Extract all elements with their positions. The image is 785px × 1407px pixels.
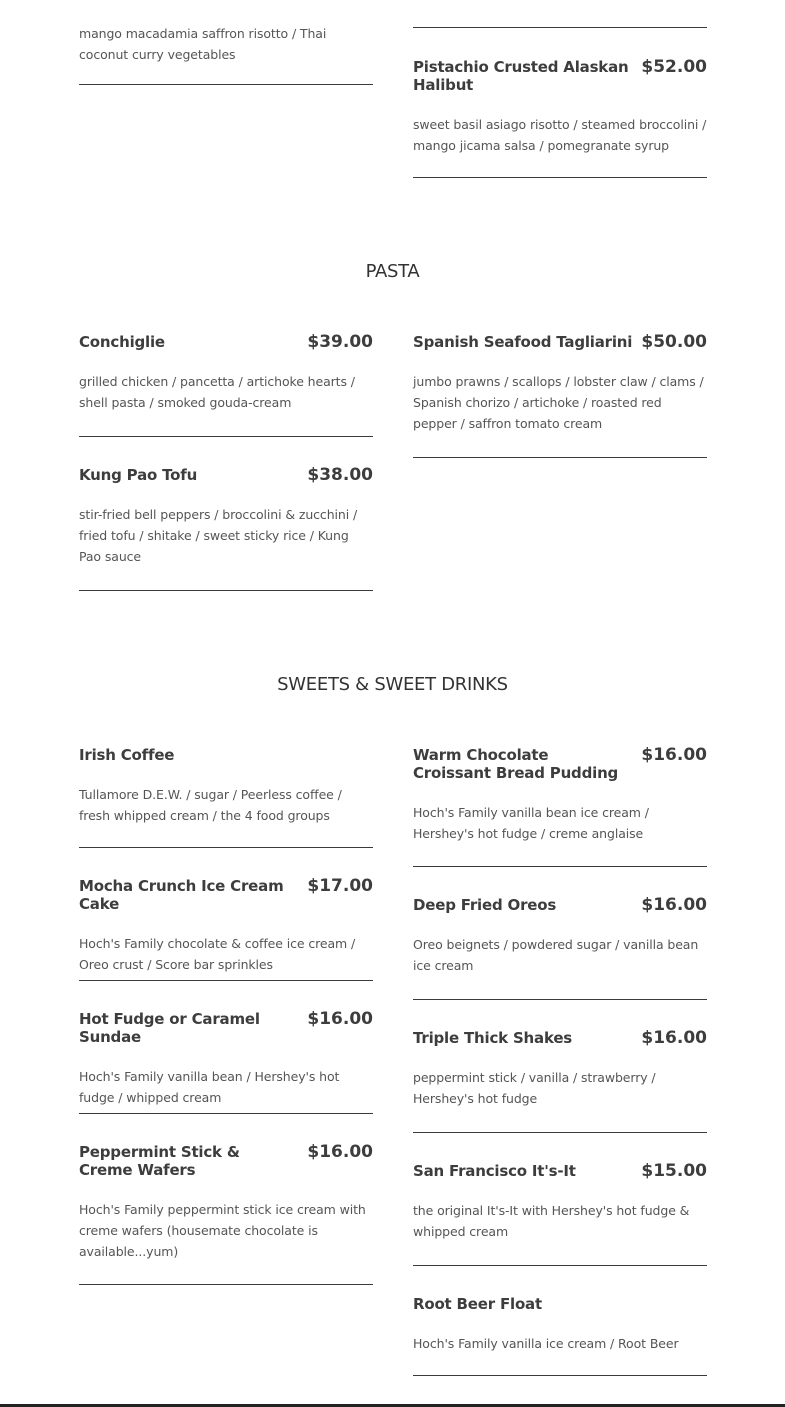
item-price: $16.00 xyxy=(641,1028,707,1048)
menu-item xyxy=(79,877,373,975)
divider xyxy=(79,1113,373,1114)
menu-item xyxy=(413,333,707,434)
divider xyxy=(413,27,707,28)
divider xyxy=(413,1375,707,1376)
item-description: peppermint stick / vanilla / strawberry / Hershey's hot fudge xyxy=(413,1070,656,1106)
item-description: Oreo beignets / powdered sugar / vanilla bean ice cream xyxy=(413,937,699,973)
menu-item xyxy=(413,896,707,976)
divider xyxy=(413,457,707,458)
item-price: $16.00 xyxy=(307,1009,373,1029)
item-name: Root Beer Float xyxy=(413,1295,542,1313)
item-price: $38.00 xyxy=(307,465,373,485)
divider xyxy=(79,1284,373,1285)
item-price: $16.00 xyxy=(641,895,707,915)
item-price: $16.00 xyxy=(307,1142,373,1162)
divider xyxy=(413,999,707,1000)
item-name: Pistachio Crusted Alaskan Halibut xyxy=(413,58,629,94)
item-price: $50.00 xyxy=(641,332,707,352)
item-description: stir-fried bell peppers / broccolini & zucchini / fried tofu / shitake / sweet sticky rice / Kung Pao sauce xyxy=(79,507,358,564)
item-price: $52.00 xyxy=(641,57,707,77)
item-name: Mocha Crunch Ice Cream Cake xyxy=(79,877,284,913)
menu-item xyxy=(413,1295,707,1354)
item-description: jumbo prawns / scallops / lobster claw / clams / Spanish chorizo / artichoke / roasted red pepper / saffron tomato cream xyxy=(413,374,704,431)
item-name: Hot Fudge or Caramel Sundae xyxy=(79,1010,260,1046)
item-description: Tullamore D.E.W. / sugar / Peerless coffee / fresh whipped cream / the 4 food groups xyxy=(79,787,342,823)
item-name: San Francisco It's-It xyxy=(413,1162,576,1180)
item-description: Hoch's Family vanilla ice cream / Root Beer xyxy=(413,1336,679,1351)
item-description: grilled chicken / pancetta / artichoke hearts / shell pasta / smoked gouda-cream xyxy=(79,374,355,410)
item-name: Warm Chocolate Croissant Bread Pudding xyxy=(413,746,619,782)
item-description: sweet basil asiago risotto / steamed broccolini / mango jicama salsa / pomegranate syrup xyxy=(413,117,707,153)
section-title-sweets: SWEETS & SWEET DRINKS xyxy=(277,674,508,695)
item-name: Deep Fried Oreos xyxy=(413,896,557,914)
divider xyxy=(413,177,707,178)
item-description: mango macadamia saffron risotto / Thai coconut curry vegetables xyxy=(79,26,327,62)
menu-item xyxy=(413,1162,707,1242)
item-name: Irish Coffee xyxy=(79,746,175,764)
item-description: Hoch's Family vanilla bean / Hershey's hot fudge / whipped cream xyxy=(79,1069,340,1105)
item-name: Kung Pao Tofu xyxy=(79,466,198,484)
menu-item xyxy=(79,333,373,413)
menu-item xyxy=(79,746,373,826)
menu-item xyxy=(413,746,707,844)
divider xyxy=(79,847,373,848)
menu-item-partial xyxy=(79,23,373,65)
item-description: Hoch's Family vanilla bean ice cream / Hershey's hot fudge / creme anglaise xyxy=(413,805,649,841)
menu-item xyxy=(413,1029,707,1109)
divider xyxy=(79,590,373,591)
item-description: the original It's-It with Hershey's hot fudge & whipped cream xyxy=(413,1203,690,1239)
divider xyxy=(413,866,707,867)
item-price: $15.00 xyxy=(641,1161,707,1181)
menu-item xyxy=(413,58,707,156)
item-price: $17.00 xyxy=(307,876,373,896)
item-price: $39.00 xyxy=(307,332,373,352)
menu-item xyxy=(79,1143,373,1262)
item-name: Spanish Seafood Tagliarini xyxy=(413,333,633,351)
divider xyxy=(79,980,373,981)
item-name: Peppermint Stick & Creme Wafers xyxy=(79,1143,240,1179)
menu-item xyxy=(79,1010,373,1108)
item-price: $16.00 xyxy=(641,745,707,765)
item-name: Triple Thick Shakes xyxy=(413,1029,573,1047)
item-description: Hoch's Family peppermint stick ice cream with creme wafers (housemate chocolate is available...yum) xyxy=(79,1202,366,1259)
divider xyxy=(79,84,373,85)
section-title-pasta: PASTA xyxy=(365,261,420,282)
item-description: Hoch's Family chocolate & coffee ice cream / Oreo crust / Score bar sprinkles xyxy=(79,936,356,972)
item-name: Conchiglie xyxy=(79,333,165,351)
menu-item xyxy=(79,466,373,567)
divider xyxy=(79,436,373,437)
divider xyxy=(413,1132,707,1133)
divider xyxy=(413,1265,707,1266)
